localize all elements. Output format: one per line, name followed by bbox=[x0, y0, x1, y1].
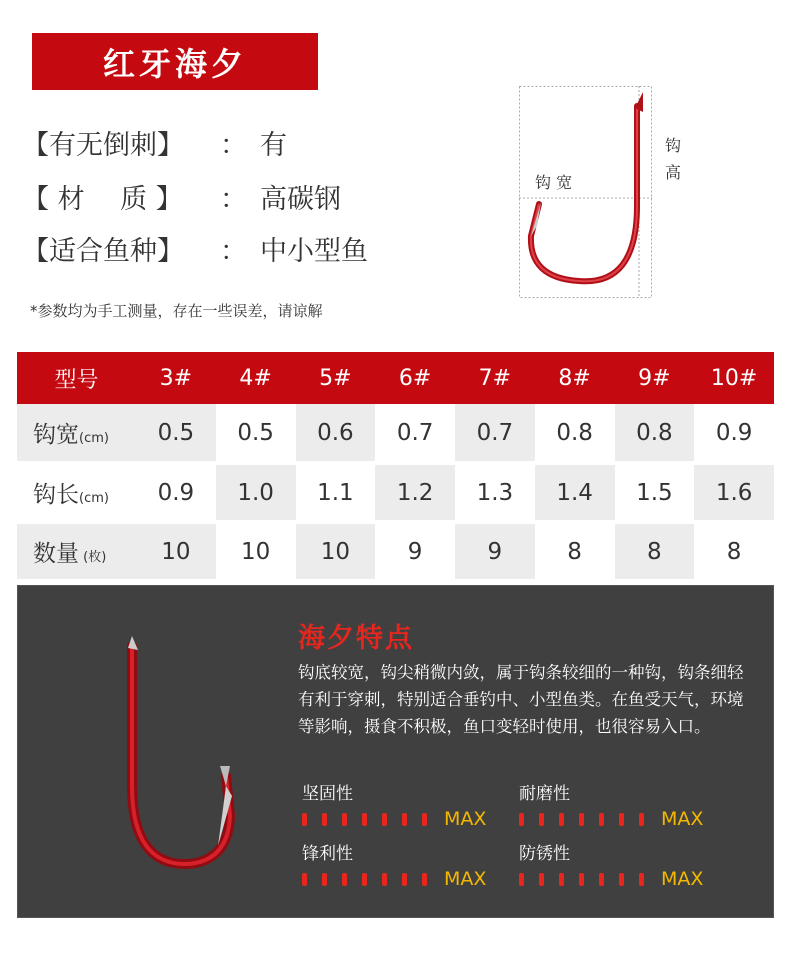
row-label bbox=[17, 522, 136, 581]
hook-width-label: 钩 宽 bbox=[535, 173, 573, 192]
meter-dash bbox=[539, 873, 544, 886]
meter-dash bbox=[302, 873, 307, 886]
spec-label: 【 材 质 】 bbox=[22, 184, 183, 215]
table-row bbox=[17, 522, 774, 581]
product-title: 红牙海夕 bbox=[32, 33, 318, 90]
table-cell: 1.4 bbox=[535, 463, 615, 522]
table-cell: 10 bbox=[216, 522, 296, 581]
table-cell: 1.0 bbox=[216, 463, 296, 522]
table-cell: 8 bbox=[615, 522, 695, 581]
meter-label: 耐磨性 bbox=[519, 784, 570, 804]
meter-max: MAX bbox=[444, 868, 487, 890]
table-cell: 0.8 bbox=[535, 404, 615, 463]
features-description: 钩底较宽，钩尖稍微内敛，属于钩条较细的一种钩，钩条细轻有利于穿刺，特别适合垂钓中、小型鱼类。在鱼受天气，环境等影响，摄食不积极，鱼口变轻时使用，也很容易入口。 bbox=[298, 663, 744, 736]
spec-value: 中小型鱼 bbox=[260, 236, 368, 267]
table-row bbox=[17, 463, 774, 522]
meter-dash bbox=[519, 873, 524, 886]
spec-colon: ： bbox=[220, 236, 247, 267]
meter-sharpness bbox=[302, 839, 486, 890]
header-cell: 7# bbox=[455, 352, 535, 404]
meter-dash bbox=[382, 813, 387, 826]
meter-max: MAX bbox=[661, 868, 704, 890]
measurement-note: *参数均为手工测量，存在一些误差，请谅解 bbox=[30, 302, 323, 320]
meter-dash bbox=[342, 813, 347, 826]
row-unit: (cm) bbox=[79, 491, 109, 506]
table-cell: 8 bbox=[535, 522, 615, 581]
table-cell: 9 bbox=[375, 522, 455, 581]
spec-colon: ： bbox=[220, 184, 247, 215]
spec-label: 【适合鱼种】 bbox=[22, 236, 184, 267]
meter-dash bbox=[402, 813, 407, 826]
table-cell: 0.8 bbox=[615, 404, 695, 463]
meter-dash bbox=[362, 873, 367, 886]
table-cell: 0.5 bbox=[136, 404, 216, 463]
hook-height-label: 高 bbox=[665, 163, 682, 182]
meter-bar bbox=[519, 808, 703, 830]
header-cell: 10# bbox=[694, 352, 774, 404]
spec-fish-type bbox=[22, 229, 368, 268]
header-cell: 9# bbox=[615, 352, 695, 404]
header-cell: 6# bbox=[375, 352, 455, 404]
table-cell: 1.1 bbox=[296, 463, 376, 522]
row-label bbox=[17, 463, 136, 522]
row-label-text: 钩宽 bbox=[33, 422, 79, 448]
header-cell: 3# bbox=[136, 352, 216, 404]
spec-value: 有 bbox=[260, 130, 287, 161]
meter-bar bbox=[302, 808, 486, 830]
table-row bbox=[17, 404, 774, 463]
meter-dash bbox=[342, 873, 347, 886]
meter-label: 坚固性 bbox=[302, 784, 353, 804]
row-label-text: 钩长 bbox=[33, 482, 79, 508]
meter-strength bbox=[302, 779, 486, 830]
header-cell: 8# bbox=[535, 352, 615, 404]
meter-max: MAX bbox=[444, 808, 487, 830]
meter-dash bbox=[599, 873, 604, 886]
table-cell: 10 bbox=[136, 522, 216, 581]
meter-dash bbox=[402, 873, 407, 886]
meter-label: 防锈性 bbox=[519, 844, 570, 864]
meter-dash bbox=[382, 873, 387, 886]
table-cell: 0.5 bbox=[216, 404, 296, 463]
table-cell: 0.7 bbox=[455, 404, 535, 463]
meter-dash bbox=[619, 873, 624, 886]
meter-dash bbox=[579, 813, 584, 826]
spec-colon: ： bbox=[220, 130, 247, 161]
meter-dash bbox=[639, 873, 644, 886]
header-cell: 型号 bbox=[17, 352, 136, 404]
header-cell: 5# bbox=[296, 352, 376, 404]
table-cell: 9 bbox=[455, 522, 535, 581]
fish-hook-image bbox=[98, 636, 248, 876]
meter-dash bbox=[559, 813, 564, 826]
spec-material bbox=[22, 177, 341, 216]
table-cell: 1.2 bbox=[375, 463, 455, 522]
header-cell: 4# bbox=[216, 352, 296, 404]
meter-dash bbox=[619, 813, 624, 826]
spec-label: 【有无倒刺】 bbox=[22, 130, 184, 161]
size-spec-table bbox=[17, 352, 774, 583]
table-cell: 0.9 bbox=[694, 404, 774, 463]
meter-dash bbox=[639, 813, 644, 826]
table-cell: 0.6 bbox=[296, 404, 376, 463]
meter-bar bbox=[302, 868, 486, 890]
meter-dash bbox=[599, 813, 604, 826]
meter-rust-resistance bbox=[519, 839, 703, 890]
hook-height-label: 钩 bbox=[665, 136, 682, 155]
meter-wear-resistance bbox=[519, 779, 703, 830]
table-cell: 1.5 bbox=[615, 463, 695, 522]
meter-dash bbox=[422, 813, 427, 826]
features-title: 海夕特点 bbox=[298, 623, 414, 654]
features-panel bbox=[17, 585, 774, 918]
row-label bbox=[17, 404, 136, 463]
table-header-row bbox=[17, 352, 774, 404]
meter-dash bbox=[422, 873, 427, 886]
meter-dash bbox=[322, 873, 327, 886]
meter-dash bbox=[539, 813, 544, 826]
table-cell: 1.3 bbox=[455, 463, 535, 522]
table-cell: 8 bbox=[694, 522, 774, 581]
table-cell: 0.9 bbox=[136, 463, 216, 522]
meter-max: MAX bbox=[661, 808, 704, 830]
row-label-text: 数量 bbox=[33, 541, 79, 567]
table-cell: 1.6 bbox=[694, 463, 774, 522]
meter-bar bbox=[519, 868, 703, 890]
spec-barb bbox=[22, 123, 287, 162]
meter-label: 锋利性 bbox=[302, 844, 353, 864]
table-cell: 10 bbox=[296, 522, 376, 581]
spec-value: 高碳钢 bbox=[260, 184, 341, 215]
meter-dash bbox=[519, 813, 524, 826]
meter-dash bbox=[322, 813, 327, 826]
meter-dash bbox=[302, 813, 307, 826]
meter-dash bbox=[362, 813, 367, 826]
row-unit: (cm) bbox=[79, 431, 109, 446]
meter-dash bbox=[559, 873, 564, 886]
row-unit: (枚) bbox=[79, 550, 107, 565]
meter-dash bbox=[579, 873, 584, 886]
table-cell: 0.7 bbox=[375, 404, 455, 463]
